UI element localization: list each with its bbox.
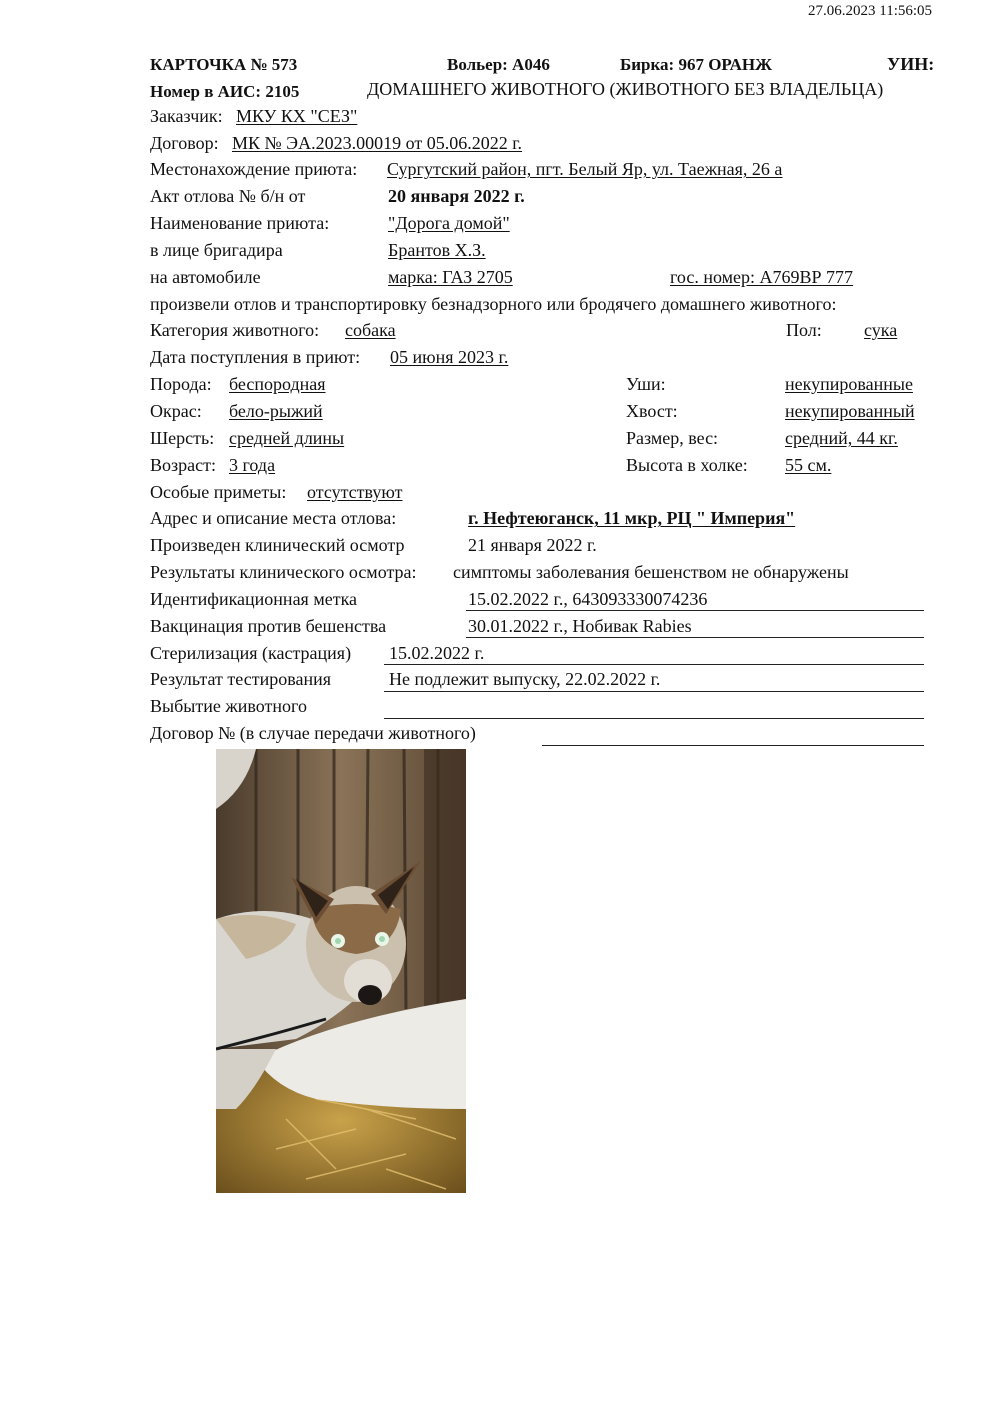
contract-value: МК № ЭА.2023.00019 от 05.06.2022 г.: [232, 133, 523, 153]
id-mark-label: Идентификационная метка: [150, 589, 358, 609]
marks-label: Особые приметы:: [150, 482, 287, 502]
coat-label: Шерсть:: [150, 428, 215, 448]
vehicle-model: марка: ГАЗ 2705: [388, 267, 513, 287]
height-value: 55 см.: [785, 455, 832, 475]
category-label: Категория животного:: [150, 320, 320, 340]
testing-label: Результат тестирования: [150, 669, 331, 689]
vehicle-plate: гос. номер: А769ВР 777: [670, 267, 854, 287]
tag: Бирка: 967 ОРАНЖ: [620, 55, 772, 74]
ears-label: Уши:: [626, 374, 666, 394]
act-label: Акт отлова № б/н от: [150, 186, 306, 206]
transfer-contract-label: Договор № (в случае передачи животного): [150, 723, 476, 743]
ais-number: Номер в АИС: 2105: [150, 82, 300, 101]
vehicle-label: на автомобиле: [150, 267, 261, 287]
sterilization-label: Стерилизация (кастрация): [150, 643, 352, 663]
foreman-value: Брантов Х.З.: [388, 240, 486, 260]
marks-value: отсутствуют: [307, 482, 403, 502]
sterilization-underline: [384, 664, 924, 665]
breed-value: беспородная: [229, 374, 326, 394]
exam-label: Произведен клинический осмотр: [150, 535, 405, 555]
document-subtitle: ДОМАШНЕГО ЖИВОТНОГО (ЖИВОТНОГО БЕЗ ВЛАДЕЛЬЦА): [367, 79, 884, 99]
height-label: Высота в холке:: [626, 455, 748, 475]
uin-label: УИН:: [887, 54, 935, 74]
customer-label: Заказчик:: [150, 106, 223, 126]
age-label: Возраст:: [150, 455, 216, 475]
vaccination-value: 30.01.2022 г., Нобивак Rabies: [468, 616, 692, 636]
sex-label: Пол:: [786, 320, 822, 340]
location-value: Сургутский район, пгт. Белый Яр, ул. Таежная, 26 а: [387, 159, 783, 179]
act-date: 20 января 2022 г.: [388, 186, 525, 206]
exam-result-value: симптомы заболевания бешенством не обнаружены: [453, 562, 849, 582]
dog-photo: [216, 749, 466, 1193]
shelter-value: "Дорога домой": [388, 213, 510, 233]
vaccination-label: Вакцинация против бешенства: [150, 616, 387, 636]
tail-label: Хвост:: [626, 401, 678, 421]
exam-result-label: Результаты клинического осмотра:: [150, 562, 417, 582]
ears-value: некупированные: [785, 374, 913, 394]
transfer-contract-underline: [542, 745, 924, 746]
testing-value: Не подлежит выпуску, 22.02.2022 г.: [389, 669, 661, 689]
sterilization-value: 15.02.2022 г.: [389, 643, 485, 663]
age-value: 3 года: [229, 455, 276, 475]
category-value: собака: [345, 320, 396, 340]
card-number: КАРТОЧКА № 573: [150, 55, 298, 74]
size-label: Размер, вес:: [626, 428, 719, 448]
vaccination-underline: [466, 637, 924, 638]
id-mark-underline: [466, 610, 924, 611]
contract-label: Договор:: [150, 133, 219, 153]
print-timestamp: 27.06.2023 11:56:05: [808, 3, 933, 19]
foreman-label: в лице бригадира: [150, 240, 283, 260]
location-label: Местонахождение приюта:: [150, 159, 358, 179]
size-value: средний, 44 кг.: [785, 428, 898, 448]
statement: произвели отлов и транспортировку безнадзорного или бродячего домашнего животного:: [150, 294, 837, 314]
arrival-value: 05 июня 2023 г.: [390, 347, 509, 367]
shelter-label: Наименование приюта:: [150, 213, 330, 233]
color-value: бело-рыжий: [229, 401, 323, 421]
departure-underline: [384, 718, 924, 719]
breed-label: Порода:: [150, 374, 212, 394]
coat-value: средней длины: [229, 428, 345, 448]
testing-underline: [384, 691, 924, 692]
id-mark-value: 15.02.2022 г., 643093330074236: [468, 589, 708, 609]
tail-value: некупированный: [785, 401, 915, 421]
color-label: Окрас:: [150, 401, 202, 421]
enclosure: Вольер: А046: [447, 55, 550, 74]
capture-address-value: г. Нефтеюганск, 11 мкр, РЦ " Империя": [468, 508, 796, 528]
exam-date: 21 января 2022 г.: [468, 535, 597, 555]
capture-address-label: Адрес и описание места отлова:: [150, 508, 397, 528]
sex-value: сука: [864, 320, 898, 340]
arrival-label: Дата поступления в приют:: [150, 347, 361, 367]
customer-value: МКУ КХ "СЕЗ": [236, 106, 358, 126]
departure-label: Выбытие животного: [150, 696, 307, 716]
